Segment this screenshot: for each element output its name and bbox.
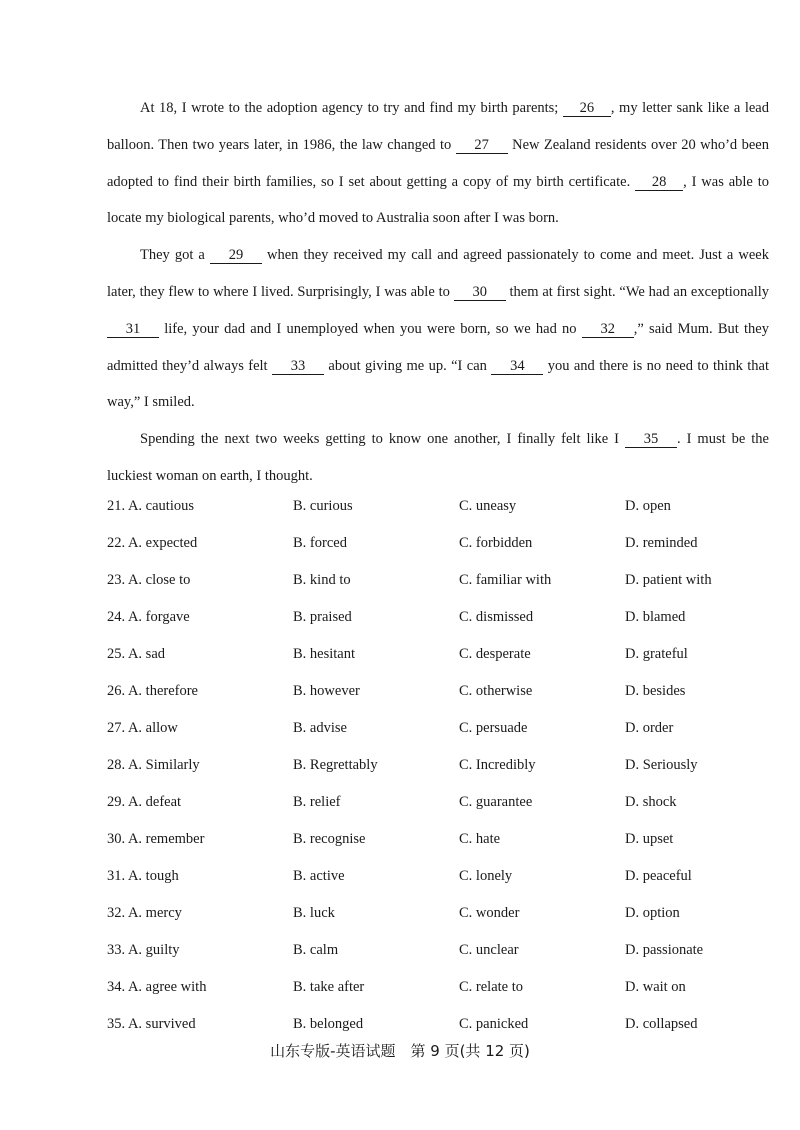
question-row (107, 821, 787, 858)
question-row (107, 858, 787, 895)
option-c: C. dismissed (459, 609, 534, 625)
question-row (107, 525, 787, 562)
blank-26: 26 (563, 100, 611, 117)
option-c: C. unclear (459, 942, 519, 958)
question-row (107, 1006, 787, 1043)
option-d: D. passionate (625, 942, 704, 958)
option-b: B. calm (293, 942, 339, 958)
option-d: D. Seriously (625, 757, 698, 773)
passage-text: , I was able to locate my biological parents, who’d moved to Australia soon after I was born. (107, 173, 769, 227)
passage-paragraph-1 (107, 90, 769, 237)
option-d: D. peaceful (625, 868, 692, 884)
question-row (107, 784, 787, 821)
option-c: C. relate to (459, 979, 524, 995)
blank-33: 33 (272, 358, 324, 375)
question-row (107, 932, 787, 969)
option-b: B. curious (293, 498, 353, 514)
option-b: B. hesitant (293, 646, 356, 662)
question-row (107, 895, 787, 932)
option-c: C. Incredibly (459, 757, 536, 773)
page-footer: 山东专版-英语试题 第 9 页(共 12 页) (270, 1042, 530, 1060)
option-d: D. open (625, 498, 671, 514)
passage-text: Spending the next two weeks getting to know one another, I finally felt like I (140, 431, 625, 448)
option-b: B. luck (293, 905, 335, 921)
option-b: B. relief (293, 794, 341, 810)
blank-31: 31 (107, 321, 159, 338)
option-d: D. shock (625, 794, 677, 810)
option-d: D. upset (625, 831, 674, 847)
option-a: 30. A. remember (107, 831, 205, 847)
option-a: 28. A. Similarly (107, 757, 200, 773)
question-row (107, 599, 787, 636)
option-b: B. take after (293, 979, 365, 995)
option-d: D. option (625, 905, 680, 921)
option-a: 24. A. forgave (107, 609, 190, 625)
option-c: C. guarantee (459, 794, 533, 810)
option-a: 23. A. close to (107, 572, 191, 588)
passage-text: life, your dad and I unemployed when you were born, so we had no (159, 320, 582, 337)
option-d: D. wait on (625, 979, 686, 995)
passage-text: when they received my call and agreed passionately to come and meet. Just a week later, they flew to where I lived. Surprisingly, I was able to (107, 247, 769, 300)
option-a: 35. A. survived (107, 1016, 196, 1032)
option-b: B. advise (293, 720, 347, 736)
answer-options (107, 488, 787, 1043)
passage-text: about giving me up. “I can (323, 357, 492, 374)
blank-34: 34 (491, 358, 543, 375)
passage-text: They got a (140, 247, 210, 264)
option-c: C. familiar with (459, 572, 552, 588)
option-b: B. forced (293, 535, 347, 551)
option-b: B. Regrettably (293, 757, 378, 773)
question-row (107, 747, 787, 784)
option-c: C. lonely (459, 868, 513, 884)
passage-paragraph-3 (107, 421, 769, 495)
option-c: C. wonder (459, 905, 520, 921)
passage-text: ,” said Mum. But they admitted they’d always felt (107, 320, 769, 374)
option-a: 25. A. sad (107, 646, 165, 662)
option-a: 29. A. defeat (107, 794, 182, 810)
question-row (107, 673, 787, 710)
option-d: D. grateful (625, 646, 688, 662)
option-c: C. forbidden (459, 535, 533, 551)
option-b: B. praised (293, 609, 352, 625)
option-b: B. belonged (293, 1016, 364, 1032)
passage-text: At 18, I wrote to the adoption agency to try and find my birth parents; (140, 100, 563, 116)
option-c: C. panicked (459, 1016, 529, 1032)
option-b: B. however (293, 683, 360, 699)
option-c: C. persuade (459, 720, 528, 736)
passage-paragraph-2 (107, 237, 769, 421)
blank-35: 35 (625, 431, 677, 448)
passage-text: them at first sight. “We had an exceptionally (505, 283, 769, 300)
option-d: D. reminded (625, 535, 698, 551)
option-a: 26. A. therefore (107, 683, 198, 699)
option-b: B. kind to (293, 572, 351, 588)
question-row (107, 710, 787, 747)
option-c: C. otherwise (459, 683, 533, 699)
blank-27: 27 (456, 137, 508, 154)
option-a: 27. A. allow (107, 720, 178, 736)
question-row (107, 562, 787, 599)
blank-30: 30 (454, 284, 506, 301)
blank-29: 29 (210, 247, 262, 264)
blank-28: 28 (635, 174, 683, 191)
option-a: 34. A. agree with (107, 979, 207, 995)
option-b: B. active (293, 868, 345, 884)
option-d: D. collapsed (625, 1016, 698, 1032)
passage-text: New Zealand residents over 20 who’d been adopted to find their birth families, so I set about getting a copy of my birth certificate. (107, 136, 769, 190)
option-d: D. patient with (625, 572, 712, 588)
passage-text: . I must be the luckiest woman on earth, I thought. (107, 431, 769, 484)
option-a: 22. A. expected (107, 535, 198, 551)
passage-text: , my letter sank like a lead balloon. Then two years later, in 1986, the law changed to (107, 100, 769, 153)
option-c: C. uneasy (459, 498, 517, 514)
option-d: D. order (625, 720, 674, 736)
question-row (107, 488, 787, 525)
option-d: D. besides (625, 683, 686, 699)
option-c: C. hate (459, 831, 501, 847)
option-d: D. blamed (625, 609, 686, 625)
option-b: B. recognise (293, 831, 366, 847)
question-row (107, 969, 787, 1006)
question-row (107, 636, 787, 673)
option-a: 21. A. cautious (107, 498, 194, 514)
option-a: 31. A. tough (107, 868, 179, 884)
option-c: C. desperate (459, 646, 531, 662)
option-a: 33. A. guilty (107, 942, 180, 958)
option-a: 32. A. mercy (107, 905, 182, 921)
passage-text: you and there is no need to think that way,” I smiled. (107, 357, 769, 411)
blank-32: 32 (582, 321, 634, 338)
cloze-passage (107, 90, 769, 495)
